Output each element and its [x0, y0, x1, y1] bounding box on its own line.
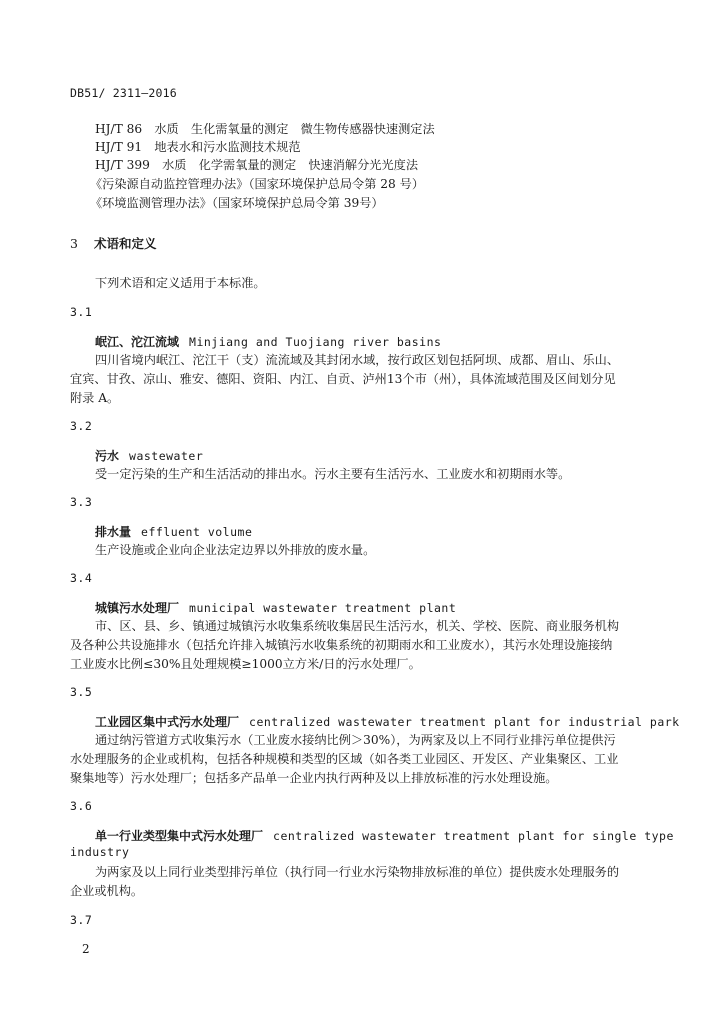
definition-line: 附录 A。: [70, 391, 120, 405]
definition-line: 企业或机构。: [70, 884, 144, 898]
definition-line: 水处理服务的企业或机构，包括各种规模和类型的区域（如各类工业园区、开发区、产业集聚区、工业: [70, 752, 619, 766]
term-name-en-continued: industry: [70, 845, 130, 859]
clause-number: 3.7: [70, 913, 93, 927]
definition-line: 宜宾、甘孜、凉山、雅安、德阳、资阳、内江、自贡、泸州13个市（州），具体流域范围及区间划分见: [70, 372, 616, 386]
definition-line: 市、区、县、乡、镇通过城镇污水收集系统收集居民生活污水，机关、学校、医院、商业服务机构: [95, 619, 620, 633]
intro-text: 下列术语和定义适用于本标准。: [95, 276, 266, 290]
clause-number: 3.3: [70, 495, 93, 509]
term-heading: [95, 447, 203, 464]
term-heading-continued: [70, 845, 129, 859]
term-heading: [95, 333, 441, 350]
term-heading: [95, 599, 456, 616]
section-heading: [70, 234, 156, 252]
page-number: 2: [82, 942, 90, 956]
term-name-en: effluent volume: [141, 525, 253, 539]
clause-number: 3.6: [70, 799, 93, 813]
term-name-en: Minjiang and Tuojiang river basins: [189, 335, 442, 349]
term-name-zh: 排水量: [95, 525, 132, 539]
clause-number: 3.5: [70, 685, 93, 699]
definition-line: 为两家及以上同行业类型排污单位（执行同一行业水污染物排放标准的单位）提供废水处理服务的: [95, 865, 620, 879]
term-heading: [95, 827, 674, 844]
definition-line: 工业废水比例≤30%且处理规模≥1000立方米/日的污水处理厂。: [70, 657, 421, 671]
term-name-en: wastewater: [129, 449, 204, 463]
term-name-zh: 岷江、沱江流域: [95, 335, 180, 349]
reference-line: HJ/T 399 水质 化学需氧量的测定 快速消解分光光度法: [95, 158, 419, 172]
term-name-en: centralized wastewater treatment plant for industrial park: [249, 715, 680, 729]
clause-number: 3.2: [70, 419, 93, 433]
definition-line: 聚集地等）污水处理厂；包括多产品单一企业内执行两种及以上排放标准的污水处理设施。: [70, 771, 558, 785]
clause-number: 3.1: [70, 305, 93, 319]
document-code: DB51/ 2311—2016: [70, 86, 177, 100]
definition-line: 通过纳污管道方式收集污水（工业废水接纳比例＞30%），为两家及以上不同行业排污单位提供污: [95, 733, 616, 747]
definition-line: 及各种公共设施排水（包括允许排入城镇污水收集系统的初期雨水和工业废水），其污水处理设施接纳: [70, 638, 613, 652]
section-number: 3: [70, 236, 78, 251]
definition-line: 受一定污染的生产和生活活动的排出水。污水主要有生活污水、工业废水和初期雨水等。: [95, 467, 571, 481]
term-name-zh: 城镇污水处理厂: [95, 601, 180, 615]
term-name-zh: 污水: [95, 449, 120, 463]
term-heading: [95, 713, 680, 730]
term-name-en: municipal wastewater treatment plant: [189, 601, 457, 615]
reference-line: HJ/T 86 水质 生化需氧量的测定 微生物传感器快速测定法: [95, 122, 435, 136]
term-name-zh: 单一行业类型集中式污水处理厂: [95, 829, 264, 843]
definition-line: 生产设施或企业向企业法定边界以外排放的废水量。: [95, 543, 376, 557]
section-title: 术语和定义: [93, 236, 157, 251]
term-heading: [95, 523, 252, 540]
reference-line: 《环境监测管理办法》（国家环境保护总局令第 39号）: [90, 196, 384, 210]
clause-number: 3.4: [70, 571, 93, 585]
reference-line: 《污染源自动监控管理办法》（国家环境保护总局令第 28 号）: [90, 177, 425, 191]
term-name-en: centralized wastewater treatment plant for single type: [273, 829, 674, 843]
term-name-zh: 工业园区集中式污水处理厂: [95, 715, 240, 729]
reference-line: HJ/T 91 地表水和污水监测技术规范: [95, 140, 301, 154]
definition-line: 四川省境内岷江、沱江干（支）流流域及其封闭水域，按行政区划包括阿坝、成都、眉山、乐山、: [95, 353, 620, 367]
